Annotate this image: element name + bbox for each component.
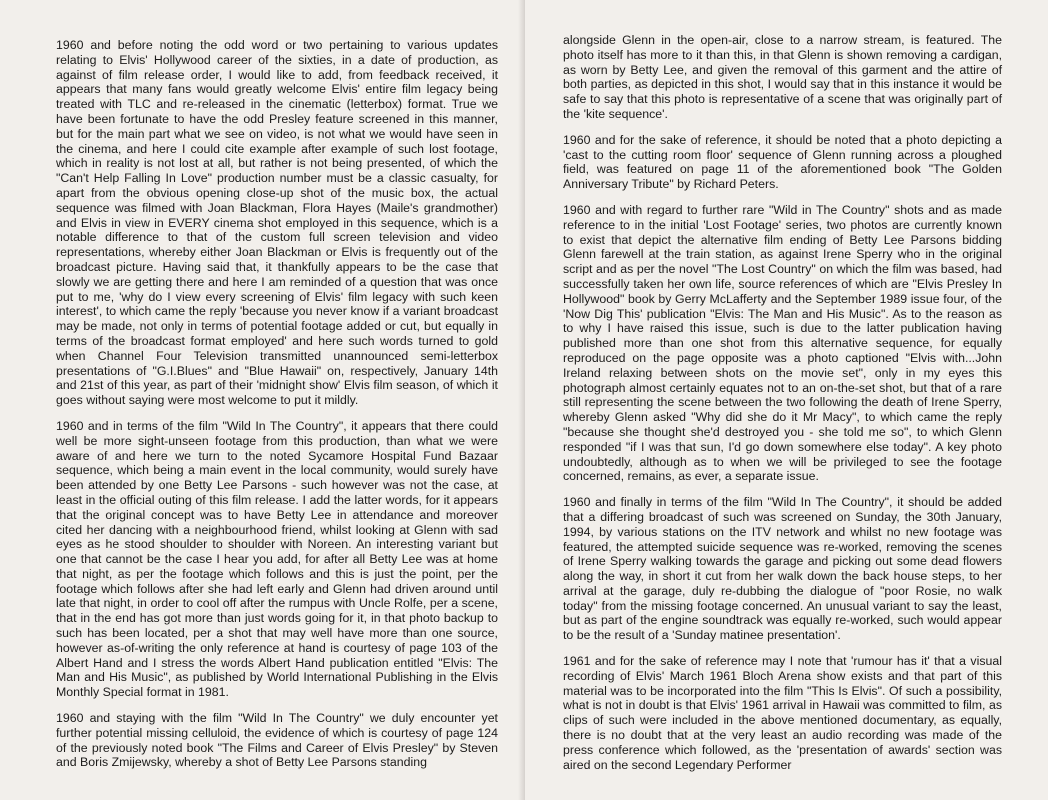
left-paragraph-3: 1960 and staying with the film "Wild In The Country" we duly encounter yet further potential missing celluloid, the evidence of which is courtesy of page 124 of the previously noted book "The Films and Career of Elvis Presley" by Steven and Boris Zmijewsky, whereby a shot of Betty Lee Parsons standing bbox=[56, 711, 498, 770]
right-paragraph-3: 1960 and with regard to further rare "Wild in The Country" shots and as made reference to in the initial 'Lost Footage' series, two photos are currently known to exist that depict the alternative film ending of Betty Lee Parsons bidding Glenn farewell at the train station, as against Irene Sperry who in the original script and as per the novel "The Lost Country" on which the film was based, had successfully taken her own life, source references of which are "Elvis Presley In Hollywood" book by Gerry McLafferty and the September 1989 issue four, of the 'Now Dig This' publication "Elvis: The Man and His Music". As to the reason as to why I have raised this issue, such is due to the latter publication having published more than one shot from this alternative sequence, for equally reproduced on the page opposite was a photo captioned "Elvis with...John Ireland relaxing between shots on the movie set", only in my eyes this photograph almost certainly equates not to an on-the-set shot, but that of a rare still representing the scene between the two following the death of Irene Sperry, whereby Glenn asked "Why did she do it Mr Macy", to which came the reply "because she thought she'd destroyed you - she told me so", to which Glenn responded "if I was that sun, I'd go down somewhere else today". A key photo undoubtedly, although as to when we will be privileged to see the footage concerned, remains, as ever, a separate issue. bbox=[563, 202, 1002, 484]
right-paragraph-2: 1960 and for the sake of reference, it should be noted that a photo depicting a 'cast to the cutting room floor' sequence of Glenn running across a ploughed field, was featured on page 11 of the aforementioned book "The Golden Anniversary Tribute" by Richard Peters. bbox=[563, 132, 1002, 192]
right-page bbox=[525, 0, 1048, 800]
left-paragraph-1: 1960 and before noting the odd word or two pertaining to various updates relating to Elvis' Hollywood career of the sixties, in a date of production, as against of film release order, I would like to add, from feedback received, it appears that many fans would greatly welcome Elvis' entire film legacy being treated with TLC and re-released in the cinematic (letterbox) format. True we have been fortunate to have the odd Presley feature screened in this manner, but for the main part what we see on video, is not what we would have seen in the cinema, and here I could cite example after example of such lost footage, which in reality is not lost at all, but rather is not being presented, of which the "Can't Help Falling In Love" production number must be a classic casualty, for apart from the obvious opening close-up shot of the music box, the actual sequence was filmed with Joan Blackman, Flora Hayes (Maile's grandmother) and Elvis in view in EVERY cinema shot employed in this sequence, which is a notable difference to that of the custom full screen television and video representations, whereby either Joan Blackman or Elvis is frequently out of the broadcast picture. Having said that, it thankfully appears to be the case that slowly we are getting there and here I am reminded of a question that was once put to me, 'why do I view every screening of Elvis' film legacy with such keen interest', to which came the reply 'because you never know if a variant broadcast may be made, not only in terms of potential footage added or cut, but equally in terms of the broadcast format employed' and here such words turned to gold when Channel Four Television transmitted unannounced semi-letterbox presentations of "G.I.Blues" and "Blue Hawaii" on, respectively, January 14th and 21st of this year, as part of their 'midnight show' Elvis film season, of which it goes without saying were most welcome to put it mildly. bbox=[56, 38, 498, 408]
right-paragraph-4: 1960 and finally in terms of the film "Wild In The Country", it should be added that a differing broadcast of such was screened on Sunday, the 30th January, 1994, by various stations on the ITV network and whilst no new footage was featured, the attempted suicide sequence was re-worked, removing the scenes of Irene Sperry walking towards the garage and picking out some dead flowers along the way, in short it cut from her walk down the back house steps, to her arrival at the garage, duly re-dubbing the dialogue of "poor Rosie, no walk today" from the missing footage concerned. An unusual variant to say the least, but as part of the engine soundtrack was equally re-worked, such would appear to be the result of a 'Sunday matinee presentation'. bbox=[563, 495, 1002, 643]
right-paragraph-1: alongside Glenn in the open-air, close to a narrow stream, is featured. The photo itself has more to it than this, in that Glenn is shown removing a cardigan, as worn by Betty Lee, and given the removal of this garment and the attire of both parties, as depicted in this shot, I would say that in this instance it would be safe to say that this photo is representative of a scene that was originally part of the 'kite sequence'. bbox=[563, 33, 1002, 121]
left-paragraph-2: 1960 and in terms of the film "Wild In The Country", it appears that there could well be more sight-unseen footage from this production, than what we were aware of and here we turn to the noted Sycamore Hospital Fund Bazaar sequence, which being a main event in the local community, would surely have been attended by one Betty Lee Parsons - such however was not the case, at least in the official outing of this film release. I add the latter words, for it appears that the original concept was to have Betty Lee in attendance and moreover cited her dancing with a neighbourhood friend, whilst looking at Glenn with sad eyes as he stood shoulder to shoulder with Noreen. An interesting variant but one that cannot be the case I hear you add, for after all Betty Lee was at home that night, as per the footage which follows and this is just the point, per the footage which follows after she had left early and Glenn had driven around until late that night, in order to cool off after the rumpus with Uncle Rolfe, per a scene, that in the end has got more than just words going for it, in that photo backup to such has been located, per a shot that may well have more than one source, however as-of-writing the only reference at hand is courtesy of page 103 of the Albert Hand and I stress the words Albert Hand publication entitled "Elvis: The Man and His Music", as published by World International Publishing in the Elvis Monthly Special format in 1981. bbox=[56, 418, 498, 700]
right-paragraph-5: 1961 and for the sake of reference may I note that 'rumour has it' that a visual recording of Elvis' March 1961 Bloch Arena show exists and that part of this material was to be incorporated into the film "This Is Elvis". Of such a possibility, what is not in doubt is that Elvis' 1961 arrival in Hawaii was committed to film, as clips of such were included in the above mentioned documentary, as equally, there is no doubt that at the very least an audio recording was made of the press conference which followed, as the 'presentation of awards' section was aired on the second Legendary Performer bbox=[563, 654, 1002, 772]
